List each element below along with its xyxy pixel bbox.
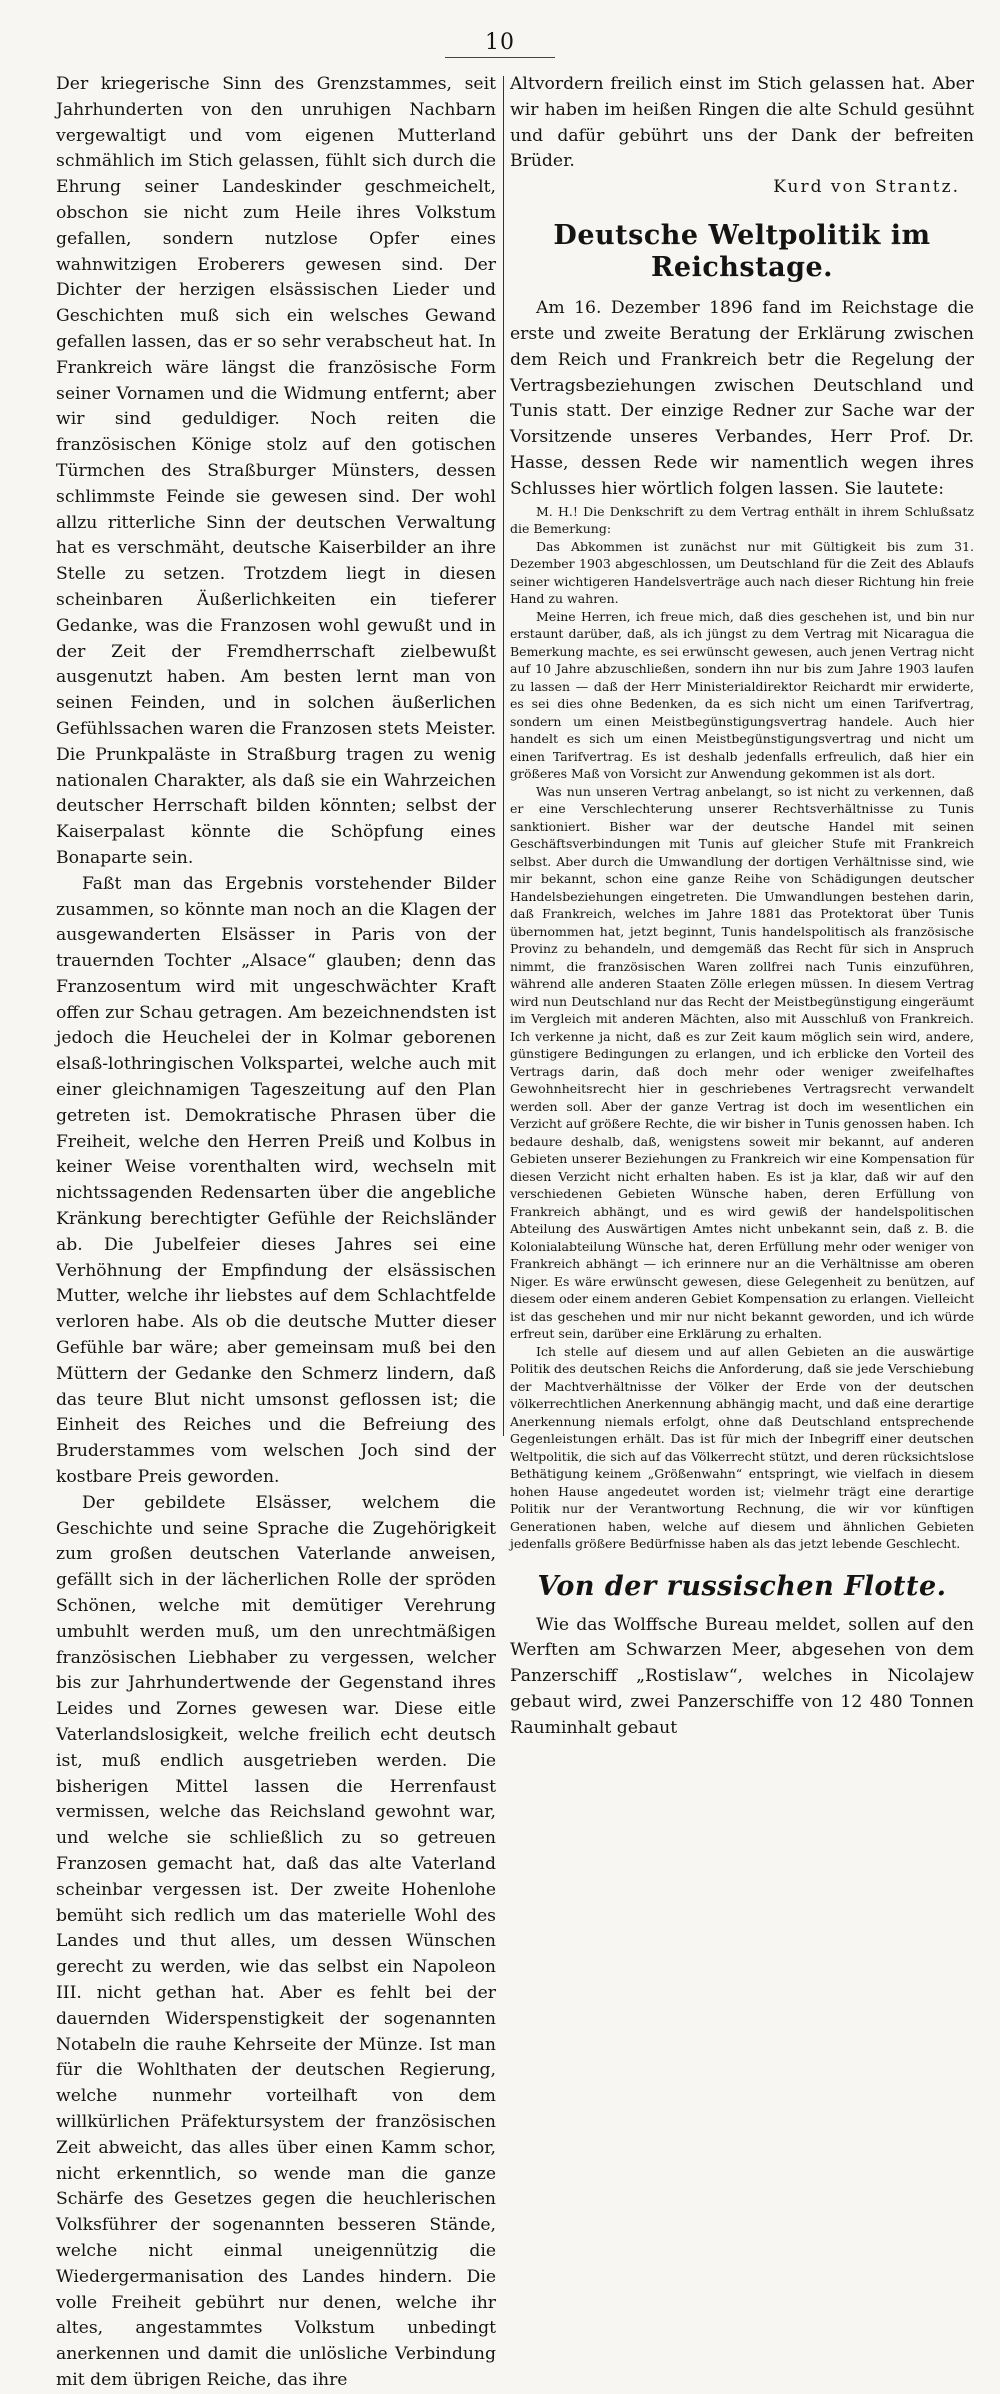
left-column [56, 72, 496, 2390]
left-paragraph-3: Der gebildete Elsässer, welchem die Geschichte und seine Sprache die Zugehörigkeit zum großen deutschen Vaterlande anweisen, gefällt sich in der lächerlichen Rolle der spröden Schönen, welche mit demütiger Verehrung umbuhlt werden muß, um den unrechtmäßigen französischen Liebhaber zu vergessen, welcher bis zur Jahrhundertwende der Gegenstand ihres Leides und Zornes gewesen war. Diese eitle Vaterlandslosigkeit, welche freilich echt deutsch ist, muß endlich ausgetrieben werden. Die bisherigen Mittel lassen die Herrenfaust vermissen, welche das Reichsland gewohnt war, und welche sie schließlich zu so getreuen Franzosen gemacht hat, daß das alte Vaterland scheinbar vergessen ist. Der zweite Hohenlohe bemüht sich redlich um das materielle Wohl des Landes und thut alles, um dessen Wünschen gerecht zu werden, wie das selbst ein Napoleon III. nicht gethan hat. Aber es fehlt bei der dauernden Widerspenstigkeit der sogenannten Notabeln die rauhe Kehrseite der Münze. Ist man für die Wohlthaten der deutschen Regierung, welche nunmehr vorteilhaft von dem willkürlichen Präfektursystem der französischen Zeit abweicht, das alles über einen Kamm schor, nicht erkenntlich, so wende man die ganze Schärfe des Gesetzes gegen die heuchlerischen Volksführer der sogenannten besseren Stände, welche nicht einmal uneigennützig die Wiedergermanisation des Landes hindern. Die volle Freiheit gebührt nur denen, welche ihr altes, angestammtes Volkstum unbedingt anerkennen und damit die unlösliche Verbindung mit dem übrigen Reiche, das ihre [56, 1492, 496, 2390]
left-paragraph-2: Faßt man das Ergebnis vorstehender Bilder zusammen, so könnte man noch an die Klagen der ausgewanderten Elsässer in Paris von der trauernden Tochter „Alsace“ glauben; denn das Franzosentum wird mit ungeschwächter Kraft offen zur Schau getragen. Am bezeichnendsten ist jedoch die Heuchelei der in Kolmar geborenen elsaß-lothringischen Volkspartei, welche auch mit einer gleichnamigen Tageszeitung auf den Plan getreten ist. Demokratische Phrasen über die Freiheit, welche den Herren Preiß und Kolbus in keiner Weise vorenthalten wird, wechseln mit nichtssagenden Redensarten über die angebliche Kränkung berechtigter Gefühle der Reichsländer ab. Die Jubelfeier dieses Jahres sei eine Verhöhnung der Empfindung der elsässischen Mutter, welche ihr liebstes auf dem Schlachtfelde verloren habe. Als ob die deutsche Mutter dieser Gefühle bar wäre; aber gemeinsam muß bei den Müttern der Gedanke den Schmerz lindern, daß das teure Blut nicht umsonst geflossen ist; die Einheit des Reiches und die Befreiung des Bruderstammes vom welschen Joch sind der kostbare Preis geworden. [56, 873, 496, 1488]
flotte-paragraph: Wie das Wolffsche Bureau meldet, sollen auf den Werften am Schwarzen Meer, abgesehen von dem Panzerschiff „Rostislaw“, welches in Nicolajew gebaut wird, zwei Panzerschiffe von 12 480 Tonnen Rauminhalt gebaut [510, 1614, 974, 1738]
weltpolitik-intro: Am 16. Dezember 1896 fand im Reichstage die erste und zweite Beratung der Erklärung zwischen dem Reich und Frankreich betr die Regelung der Vertragsbeziehungen zwischen Deutschland und Tunis statt. Der einzige Redner zur Sache war der Vorsitzende unseres Verbandes, Herr Prof. Dr. Hasse, dessen Rede wir namentlich wegen ihres Schlusses hier wörtlich folgen lassen. Sie lautete: [510, 298, 974, 499]
speech-paragraph-4: Was nun unseren Vertrag anbelangt, so ist nicht zu verkennen, daß er eine Verschlechterung unserer Rechtsverhältnisse zu Tunis sanktioniert. Bisher war der deutsche Handel mit seinen Geschäftsverbindungen mit Tunis auf gleicher Stufe mit Frankreich selbst. Aber durch die Umwandlung der dortigen Verhältnisse sind, wie mir bekannt, schon eine ganze Reihe von Schädigungen deutscher Handelsbeziehungen eingetreten. Die Umwandlungen bestehen darin, daß Frankreich, welches im Jahre 1881 das Protektorat über Tunis übernommen hat, jetzt beginnt, Tunis handelspolitisch als französische Provinz zu behandeln, und demgemäß das Recht für sich in Anspruch nimmt, die französischen Waren zollfrei nach Tunis einzuführen, während alle anderen Staaten Zölle erlegen müssen. In diesem Vertrag wird nun Deutschland nur das Recht der Meistbegünstigung eingeräumt im Vergleich mit anderen Mächten, also mit Ausschluß von Frankreich. Ich verkenne ja nicht, daß es zur Zeit kaum möglich sein wird, andere, günstigere Bedingungen zu erlangen, und ich erblicke den Vorteil des Vertrags darin, daß doch mehr oder weniger zweifelhaftes Gewohnheitsrecht hier in geschriebenes Vertragsrecht verwandelt werden soll. Aber der ganze Vertrag ist doch im wesentlichen ein Verzicht auf größere Rechte, die wir bisher in Tunis genossen haben. Ich bedaure deshalb, daß, wenigstens soweit mir bekannt, auf anderen Gebieten unserer Beziehungen zu Frankreich wir eine Kompensation für diesen Verzicht nicht erhalten haben. Es ist ja klar, daß wir auf den verschiedenen Gebieten Wünsche haben, deren Erfüllung von Frankreich abhängt, und es wird gewiß der handelspolitischen Abteilung des Auswärtigen Amtes nicht unbekannt sein, daß z. B. die Kolonialabteilung Wünsche hat, deren Erfüllung mehr oder weniger von Frankreich abhängt — ich erinnere nur an die Verhältnisse am oberen Niger. Es wäre erwünscht gewesen, diese Gelegenheit zu benützen, auf diesem oder einem anderen Gebiet Kompensation zu erlangen. Vielleicht ist das geschehen und mir nur nicht bekannt geworden, und ich würde erfreut sein, darüber eine Erklärung zu erhalten. [510, 783, 974, 1342]
right-column [510, 72, 974, 1738]
speech-paragraph-2: Das Abkommen ist zunächst nur mit Gültigkeit bis zum 31. Dezember 1903 abgeschlossen, um Deutschland für die Zeit des Ablaufs seiner wichtigeren Handelsverträge auch nach dieser Richtung hin freie Hand zu wahren. [510, 538, 974, 607]
speech-paragraph-3: Meine Herren, ich freue mich, daß dies geschehen ist, und bin nur erstaunt darüber, daß, als ich jüngst zu dem Vertrag mit Nicaragua die Bemerkung machte, es sei erwünscht gewesen, auch jenen Vertrag nicht auf 10 Jahre abzuschließen, sondern ihn nur bis zum Jahre 1903 laufen zu lassen — daß der Herr Ministerialdirektor Reichardt mir erwiderte, es sei dies ohne Bedenken, da es sich nicht um einen Tarifvertrag, sondern um einen Meistbegünstigungsvertrag handele. Auch hier handelt es sich um einen Meistbegünstigungsvertrag und nicht um einen Tarifvertrag. Es ist deshalb jedenfalls erfreulich, daß hier ein größeres Maß von Vorsicht zur Anwendung gekommen ist als dort. [510, 608, 974, 782]
section-title-russische-flotte: Von der russischen Flotte. [537, 1570, 947, 1602]
page-number: 10 [0, 30, 1000, 58]
speech-paragraph-5: Ich stelle auf diesem und auf allen Gebieten an die auswärtige Politik des deutschen Reichs die Anforderung, daß sie jede Verschiebung der Machtverhältnisse der Völker der Erde von der deutschen völkerrechtlichen Anerkennung abhängig macht, und daß eine derartige Anerkennung niemals erfolgt, ohne daß Deutschland entsprechende Gegenleistungen erhält. Das ist für mich der Inbegriff einer deutschen Weltpolitik, die sich auf das Völkerrecht stützt, und deren rücksichtslose Bethätigung keinem „Größenwahn“ entspringt, wie vielfach in diesem hohen Hause angedeutet worden ist; vielmehr trägt eine derartige Politik nur der Verantwortung Rechnung, die wir vor künftigen Generationen haben, welche auf diesem und ähnlichen Gebieten jedenfalls größere Bedürfnisse haben als das jetzt lebende Geschlecht. [510, 1343, 974, 1552]
section-title-weltpolitik: Deutsche Weltpolitik im Reichstage. [553, 220, 931, 284]
left-paragraph-1: Der kriegerische Sinn des Grenzstammes, seit Jahrhunderten von den unruhigen Nachbarn vergewaltigt und vom eigenen Mutterland schmählich im Stich gelassen, fühlt sich durch die Ehrung seiner Landeskinder geschmeichelt, obschon sie nicht zum Heile ihres Volkstum gefallen, sondern nutzlose Opfer eines wahnwitzigen Eroberers gewesen sind. Der Dichter der herzigen elsässischen Lieder und Geschichten muß sich ein welsches Gewand gefallen lassen, das er so sehr verabscheut hat. In Frankreich wäre längst die französische Form seiner Vornamen und die Widmung entfernt; aber wir sind geduldiger. Noch reiten die französischen Könige stolz auf den gotischen Türmchen des Straßburger Münsters, dessen schlimmste Feinde sie gewesen sind. Der wohl allzu ritterliche Sinn der deutschen Verwaltung hat es verschmäht, deutsche Kaiserbilder an ihre Stelle zu setzen. Trotzdem liegt in diesen scheinbaren Äußerlichkeiten ein tieferer Gedanke, was die Franzosen wohl gewußt und in der Zeit der Fremdherrschaft zielbewußt ausgenutzt haben. Am besten lernt man von seinen Feinden, und in solchen äußerlichen Gefühlssachen waren die Franzosen stets Meister. Die Prunkpaläste in Straßburg tragen zu wenig nationalen Charakter, als daß sie ein Wahrzeichen deutscher Herrschaft bilden könnten; selbst der Kaiserpalast könnte die Schöpfung eines Bonaparte sein. [56, 74, 496, 868]
author-signature: Kurd von Strantz. [773, 177, 960, 198]
column-divider [503, 76, 504, 1436]
speech-paragraph-1: M. H.! Die Denkschrift zu dem Vertrag enthält in ihrem Schlußsatz die Bemerkung: [510, 503, 974, 537]
continuation-paragraph: Altvordern freilich einst im Stich gelassen hat. Aber wir haben im heißen Ringen die alte Schuld gesühnt und dafür gebührt uns der Dank der befreiten Brüder. [510, 74, 974, 172]
